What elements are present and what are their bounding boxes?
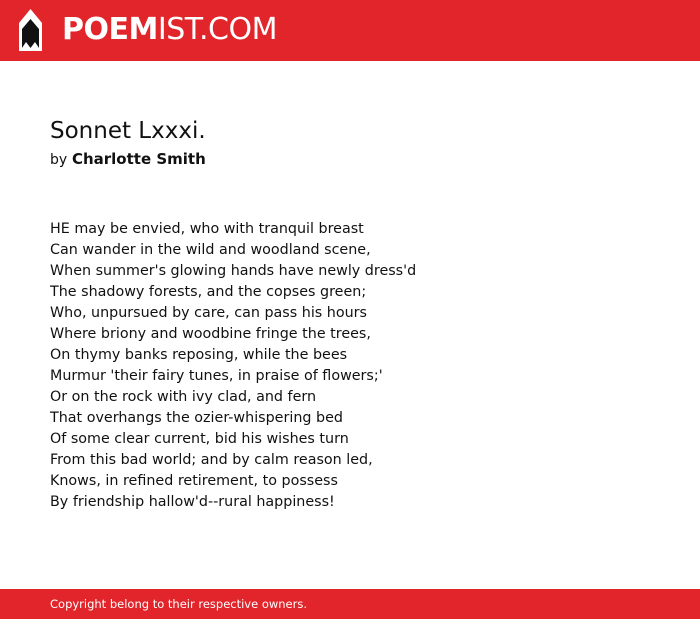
- poem-line: Or on the rock with ivy clad, and fern: [50, 389, 317, 405]
- poem-line: Can wander in the wild and woodland scene,: [50, 242, 371, 258]
- poem-body: [50, 219, 670, 513]
- poem-line: When summer's glowing hands have newly dress'd: [50, 263, 417, 279]
- poem-line: Of some clear current, bid his wishes turn: [50, 431, 349, 447]
- poem-line: That overhangs the ozier-whispering bed: [50, 410, 343, 426]
- poem-byline: [50, 149, 206, 170]
- footer-copyright: Copyright belong to their respective owners.: [50, 597, 308, 611]
- logo-light-text: IST.COM: [157, 12, 277, 47]
- poem-line: By friendship hallow'd--rural happiness!: [50, 494, 335, 510]
- poem-line: On thymy banks reposing, while the bees: [50, 347, 348, 363]
- poem-title: Sonnet Lxxxi.: [50, 118, 206, 144]
- byline-prefix: by: [50, 152, 68, 168]
- site-logo[interactable]: [62, 12, 277, 48]
- site-footer: [0, 589, 700, 619]
- poem-line: Who, unpursued by care, can pass his hours: [50, 305, 367, 321]
- poem-line: The shadowy forests, and the copses green;: [50, 284, 367, 300]
- site-header: [0, 0, 700, 61]
- poem-author: Charlotte Smith: [71, 150, 206, 168]
- poem-line: Knows, in refined retirement, to possess: [50, 473, 338, 489]
- poem-line: Where briony and woodbine fringe the trees,: [50, 326, 371, 342]
- poem-line: Murmur 'their fairy tunes, in praise of flowers;': [50, 368, 383, 384]
- logo-bold-text: POEM: [62, 12, 158, 47]
- poem-line: From this bad world; and by calm reason led,: [50, 452, 373, 468]
- poem-line: HE may be envied, who with tranquil breast: [50, 221, 364, 237]
- pencil-icon[interactable]: [18, 9, 43, 51]
